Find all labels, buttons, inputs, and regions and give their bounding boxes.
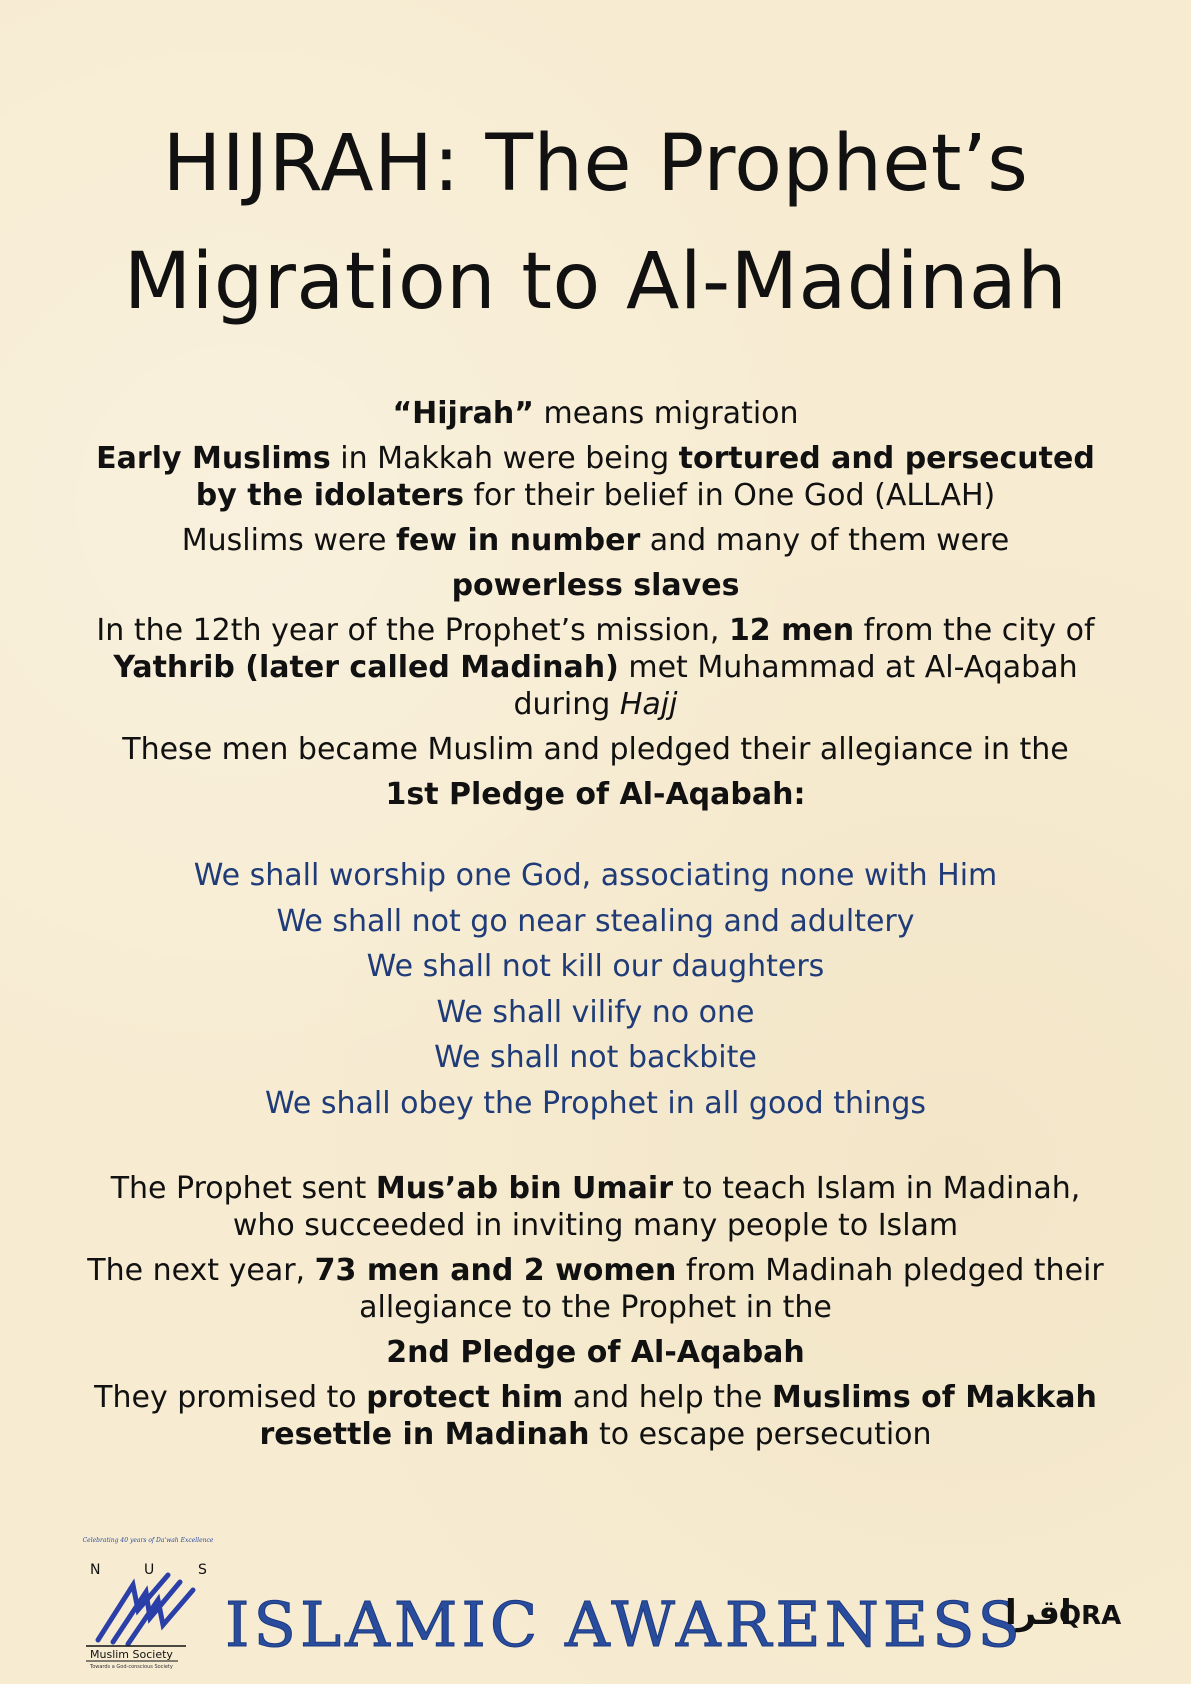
iqra-logo (1005, 1580, 1125, 1640)
svg-text:U: U (144, 1562, 155, 1578)
paragraph-twelve-men: In the 12th year of the Prophet’s mission, 12 men from the city of Yathrib (later called Madinah) met Muhammad at Al-Aqabah during Hajj (96, 613, 1095, 722)
pledge-item: We shall not go near stealing and adultery (276, 903, 915, 939)
paragraph-first-pledge: These men became Muslim and pledged their allegiance in the 1st Pledge of Al-Aqabah: (122, 732, 1069, 812)
content-body (80, 395, 1111, 1461)
svg-text:اقرا: اقرا (1005, 1593, 1072, 1633)
page-title (0, 105, 1191, 341)
paragraph-musab: The Prophet sent Mus’ab bin Umair to teach Islam in Madinah, who succeeded in inviting many people to Islam (110, 1171, 1081, 1243)
svg-text:N: N (90, 1562, 101, 1578)
paragraph-second-pledge: The next year, 73 men and 2 women from Madinah pledged their allegiance to the Prophet in the 2nd Pledge of Al-Aqabah (87, 1253, 1104, 1370)
paragraph-early-muslims: Early Muslims in Makkah were being tortured and persecuted by the idolaters for their belief in One God (ALLAH) (96, 441, 1095, 513)
title-line-2: Migration to Al-Madinah (123, 237, 1068, 327)
nus-logo (78, 1530, 218, 1670)
pledge-list (80, 853, 1111, 1126)
paragraph-few-in-number: Muslims were few in number and many of them were powerless slaves (181, 523, 1010, 603)
svg-text:S: S (198, 1562, 207, 1578)
svg-text:Towards a God-conscious Societ: Towards a God-conscious Society (90, 1664, 173, 1670)
title-line-1: HIJRAH: The Prophet’s (162, 119, 1029, 209)
footer (0, 1520, 1191, 1670)
svg-text:QRA: QRA (1059, 1601, 1122, 1631)
pledge-item: We shall not kill our daughters (366, 949, 825, 984)
paragraph-protect-him: They promised to protect him and help the Muslims of Makkah resettle in Madinah to escape persecution (94, 1380, 1097, 1452)
paragraph-hijrah-meaning: “Hijrah” means migration (392, 396, 799, 431)
pledge-item: We shall vilify no one (436, 994, 755, 1030)
pledge-item: We shall worship one God, associating none with Him (193, 858, 998, 893)
pledge-item: We shall not backbite (434, 1040, 757, 1075)
svg-text:Celebrating 40 years of Da'wah: Celebrating 40 years of Da'wah Excellence (82, 1537, 214, 1544)
islamic-awareness-brand: ISLAMIC AWARENESS (225, 1588, 1025, 1661)
svg-text:Muslim Society: Muslim Society (90, 1648, 173, 1661)
pledge-item: We shall obey the Prophet in all good things (264, 1085, 927, 1121)
